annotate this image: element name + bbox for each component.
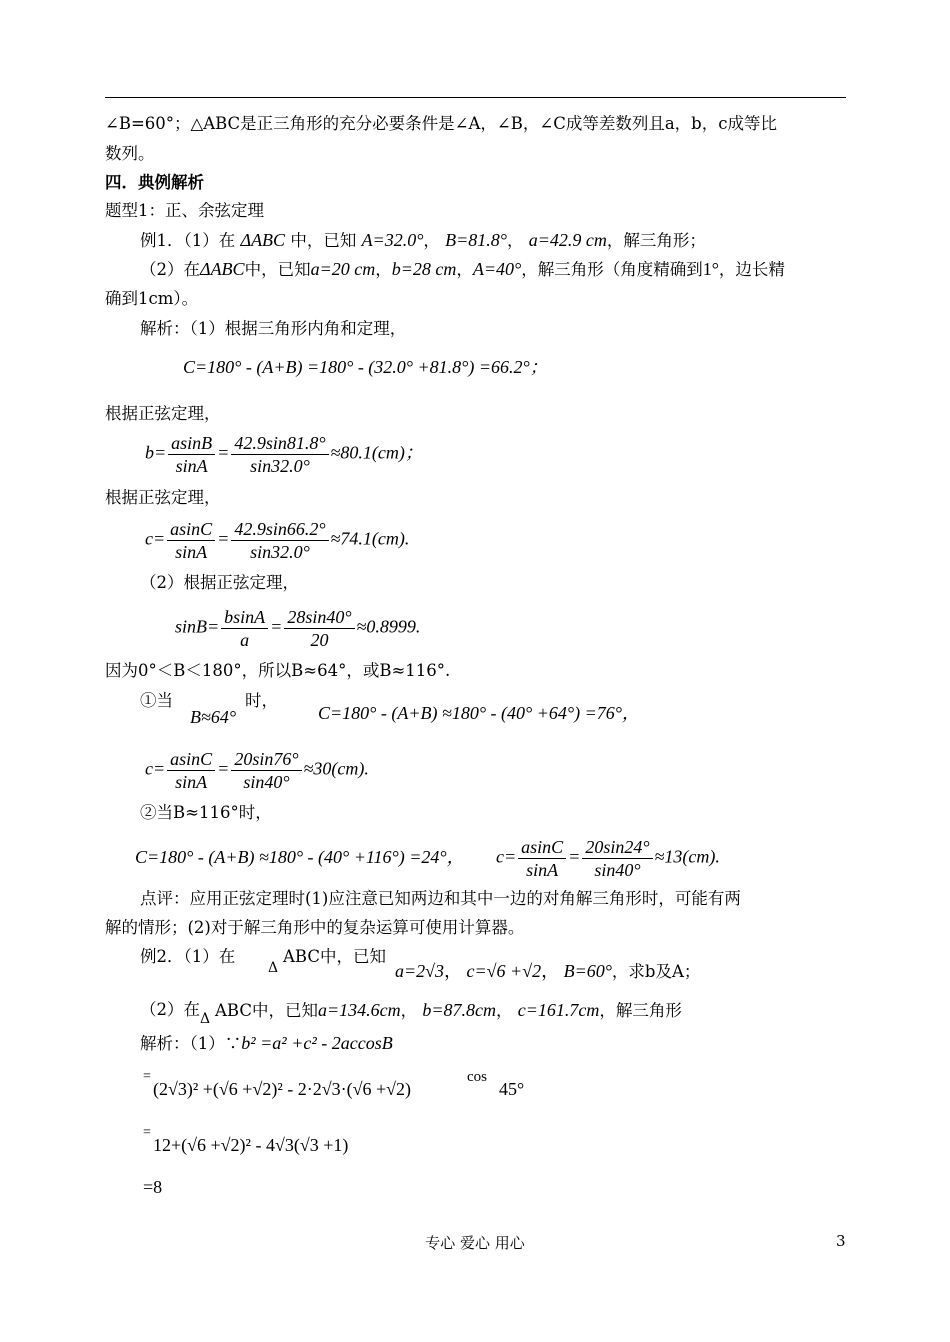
text: ABC中，已知 [283, 947, 386, 966]
text: ①当 [140, 691, 173, 710]
math: a=2√3 [395, 961, 445, 981]
denominator: sin32.0° [250, 456, 310, 476]
text-line: （2）根据正弦定理， [140, 573, 299, 592]
math: cos [467, 1069, 487, 1085]
text: （2）在 [140, 1000, 200, 1019]
denominator: sin40° [243, 772, 290, 792]
numerator: 28sin40° [284, 606, 354, 629]
fraction [284, 606, 354, 651]
denominator: sin40° [594, 860, 641, 880]
math: ≈80.1(cm)； [330, 442, 423, 463]
text: 例2．（1）在 [140, 947, 236, 966]
fraction [231, 518, 328, 563]
math: a=134.6cm [317, 1000, 401, 1020]
formula-side-c: c= $\frac{asinC}{\sin A}$ = $\frac{42.9\sin 66.2^\circ}{\sin 32.0^\circ}$ ≈74.1(cm). [145, 519, 410, 562]
math: a=42.9 cm [528, 230, 607, 250]
text: 例1．（1）在 [140, 231, 236, 250]
math: 1° [702, 259, 719, 279]
text: ，解三角形（角度精确到 [521, 260, 703, 279]
formula-step-3: =8 [143, 1177, 163, 1197]
text: ，边长精 [718, 260, 785, 279]
formula-angle-c-case2: C=180° - (A+B) ≈180° - (40° +116°) =24°， [135, 847, 465, 867]
numerator: 42.9sin81.8° [231, 432, 328, 455]
math: B≈64° [190, 707, 237, 727]
fraction [168, 432, 215, 477]
text: 时， [245, 691, 278, 710]
comment-line: 解的情形；(2)对于解三角形中的复杂运算可使用计算器。 [105, 918, 525, 937]
text: 中，已知 [290, 231, 357, 250]
denominator: sinA [526, 860, 559, 880]
denominator: 20 [310, 630, 329, 650]
fraction [518, 836, 566, 881]
math: c= [145, 528, 166, 549]
math: Δ [268, 960, 279, 976]
case-2-line: ②当B≈116°时， [140, 803, 272, 822]
math: sinB= [175, 616, 220, 637]
subsection-heading: 题型1：正、余弦定理 [105, 201, 264, 220]
math: B=60° [563, 961, 612, 981]
example-2-line-2-rest: ABC中，已知a=134.6cm， b=87.8cm， c=161.7cm，解三角形 [215, 1000, 682, 1020]
text: 中，已知 [244, 260, 311, 279]
fraction [167, 518, 215, 563]
math: b= [145, 442, 167, 463]
formula-angle-c: C=180° - (A+B) =180° - (32.0° +81.8°) =66.2°； [183, 357, 548, 377]
math: c= [145, 758, 166, 779]
math: a=20 cm [310, 259, 376, 279]
text: ，解三角形； [606, 231, 706, 250]
math: Δ [200, 1011, 211, 1027]
math: B=81.8° [445, 230, 507, 250]
fraction [221, 606, 268, 651]
fraction [231, 748, 301, 793]
header-rule [105, 97, 846, 98]
math: ≈74.1(cm). [330, 528, 410, 549]
solution-2-line [140, 1032, 393, 1055]
numerator: asinC [167, 748, 215, 771]
math: = [143, 1125, 151, 1140]
comment-line: 点评：应用正弦定理时(1)应注意已知两边和其中一边的对角解三角形时，可能有两 [140, 889, 741, 908]
text-line: 根据正弦定理， [105, 404, 221, 423]
math: c=√6 +√2 [466, 961, 542, 981]
numerator: 20sin24° [582, 836, 652, 859]
formula-step-2: 12+(√6 +√2)² - 4√3(√3 +1) [153, 1135, 349, 1155]
formula-angle-c-case1: C=180° - (A+B) ≈180° - (40° +64°) =76°， [318, 703, 640, 723]
text-line: 因为0°＜B＜180°，所以B≈64°，或B≈116°. [105, 661, 451, 680]
denominator: sinA [175, 772, 208, 792]
numerator: 20sin76° [231, 748, 301, 771]
page-number: 3 [836, 1232, 846, 1250]
denominator: a [240, 630, 250, 650]
text-line: 确到1cm）。 [105, 289, 199, 308]
text-line: 数列。 [105, 144, 155, 163]
math: ≈0.8999. [356, 616, 421, 637]
denominator: sin32.0° [250, 542, 310, 562]
math: b² =a² +c² - 2accosB [241, 1033, 393, 1053]
math: 45° [499, 1079, 525, 1099]
fraction [231, 432, 328, 477]
math: c= [496, 846, 517, 867]
math: c=161.7cm [517, 1000, 600, 1020]
math: b=87.8cm [422, 1000, 497, 1020]
formula-side-c-case1: c= $\frac{asinC}{\sin A}$ = $\frac{20\sin 76^\circ}{\sin 40^\circ}$ ≈30(cm). [145, 749, 369, 792]
formula-side-b: b= $\frac{asinB}{\sin A}$ = $\frac{42.9\sin 81.8^\circ}{\sin 32.0^\circ}$ ≈80.1(cm)； [145, 433, 423, 476]
fraction [167, 748, 215, 793]
example-2-givens: a=2√3， c=√6 +√2， B=60°，求b及A； [395, 961, 701, 981]
text: 解析：（1）∵ [140, 1034, 242, 1053]
math: ≈30(cm). [303, 758, 369, 779]
denominator: sinA [175, 456, 208, 476]
math: ΔABC [240, 230, 286, 250]
numerator: asinC [518, 836, 566, 859]
text: ，求b及A； [611, 962, 701, 981]
case-1-line [140, 690, 173, 712]
formula-step-1: (2√3)² +(√6 +√2)² - 2·2√3·(√6 +√2) [153, 1079, 411, 1099]
formula-side-c-case2: c= $\frac{asinC}{\sin A}$ = $\frac{20\sin 24^\circ}{\sin 40^\circ}$ ≈13(cm). [496, 837, 720, 880]
fraction [582, 836, 652, 881]
example-1-line-2: （2）在ΔABC中，已知a=20 cm，b=28 cm，A=40°，解三角形（角度精确到1°，边长精 [140, 259, 785, 279]
numerator: asinB [168, 432, 215, 455]
text-line: 根据正弦定理， [105, 488, 221, 507]
text: ，解三角形 [599, 1001, 682, 1020]
text: ABC中，已知 [215, 1001, 318, 1020]
denominator: sinA [175, 542, 208, 562]
solution-intro: 解析：（1）根据三角形内角和定理， [140, 319, 407, 338]
numerator: bsinA [221, 606, 268, 629]
math: ΔABC [200, 259, 245, 279]
example-1-line-1: 例1．（1）在 ΔABC 中，已知 A=32.0°， B=81.8°， a=42.9 cm，解三角形； [140, 230, 706, 250]
math: A=32.0° [361, 230, 424, 250]
math: ≈13(cm). [654, 846, 720, 867]
section-heading: 四．典例解析 [105, 173, 204, 192]
example-2-line-2 [140, 999, 200, 1021]
text-line: ∠B=60°；△ABC是正三角形的充分必要条件是∠A，∠B，∠C成等差数列且a，b，c成等比 [105, 114, 777, 133]
text: （2）在 [140, 260, 200, 279]
example-2-line-1 [140, 946, 235, 968]
page-footer: 专心 爱心 用心 [425, 1234, 525, 1252]
math: A=40° [472, 259, 522, 279]
numerator: asinC [167, 518, 215, 541]
formula-sin-b: sinB= $\frac{bsinA}{a}$ = $\frac{28\sin 40^\circ}{20}$ ≈0.8999. [175, 607, 421, 650]
numerator: 42.9sin66.2° [231, 518, 328, 541]
math: = [143, 1069, 151, 1084]
math: b=28 cm [391, 259, 457, 279]
